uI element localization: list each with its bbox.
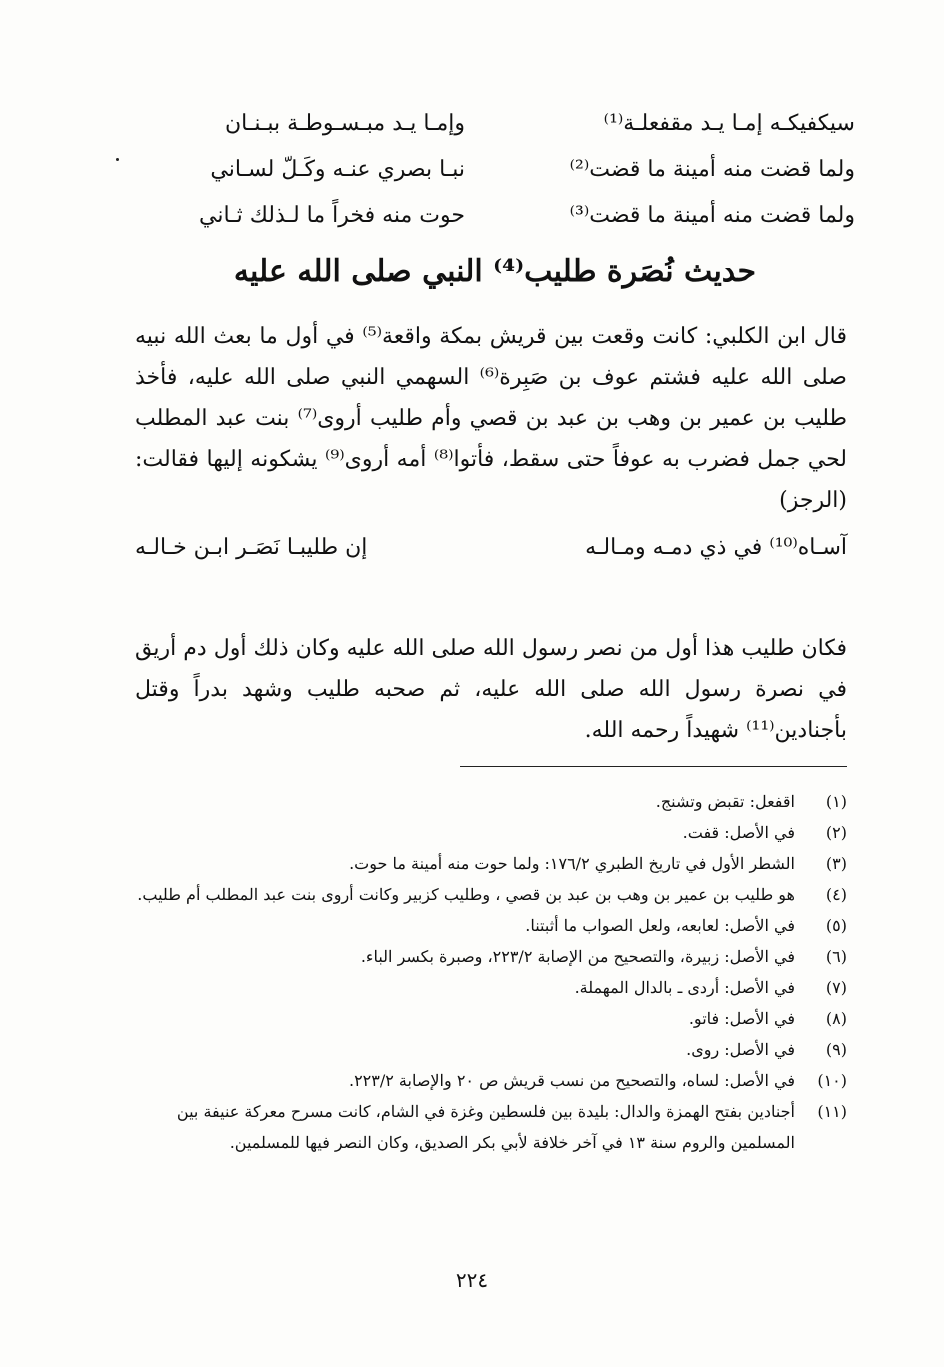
footnote [135,879,847,910]
footnote-number: (٤) [825,885,847,904]
rajaz-verse [135,535,847,560]
footnote [135,817,847,848]
footnote-number: (١٠) [817,1071,847,1090]
stray-mark [116,158,119,161]
footnote-number: (٩) [825,1040,847,1059]
footnote-number: (١) [825,792,847,811]
footnote [135,1003,847,1034]
footnote [135,910,847,941]
footnote-text: الشطر الأول في تاريخ الطبري ١٧٦/٢: ولما حوت منه أمينة ما حوت. [349,854,795,873]
page-number: ٢٢٤ [455,1268,489,1292]
paragraph-narration: قال ابن الكلبي: كانت وقعت بين قريش بمكة واقعة⁽⁵⁾ في أول ما بعث الله نبيه صلى الله عليه فشتم عوف بن صَبِرة⁽⁶⁾ السهمي النبي صلى الله عليه، فأخذ طليب بن عمير بن وهب بن عبد بن قصي وأم طليب أروى⁽⁷⁾ بنت عبد المطلب لحي جمل فضرب به عوفاً حتى سقط، فأتوا⁽⁸⁾ أمه أروى⁽⁹⁾ يشكونه إليها فقالت: (الرجز) [135,324,847,513]
footnote [135,941,847,972]
footnote-text: في الأصل: زبيرة، والتصحيح من الإصابة ٢٢٣/٢، وصبرة بكسر الباء. [360,947,795,966]
footnote-text: في الأصل: قفت. [682,823,795,842]
poem-line [135,192,855,238]
poem-hemistich-second: وإمـا يـد مبـسـوطـة ببـنـان [225,110,465,136]
poem-hemistich-first: ولما قضت منه أمينة ما قضت⁽³⁾ [569,202,855,228]
footnote [135,1034,847,1065]
poem-hemistich-second: حوت منه فخراً ما لـذلك ثـاني [199,202,465,228]
footnote-number: (٨) [825,1009,847,1028]
footnote [135,1096,847,1158]
footnote-separator [460,766,847,767]
rajaz-hemistich-first: إن طليبـا نَصَـر ابـن خـالـه [135,535,368,560]
footnote-text: في الأصل: أردى ـ بالدال المهملة. [574,978,795,997]
footnote [135,972,847,1003]
rajaz-hemistich-second: آسـاه⁽¹⁰⁾ في ذي دمـه ومـالـه [585,535,847,560]
section-title: حديث نُصَرة طليب⁽⁴⁾ النبي صلى الله عليه [233,254,757,289]
paragraph-conclusion: فكان طليب هذا أول من نصر رسول الله صلى الله عليه وكان ذلك أول دم أريق في نصرة رسول الله صلى الله عليه، ثم صحبه طليب وشهد بدراً وقتل بأجنادين⁽¹¹⁾ شهيداً رحمه الله. [135,636,847,743]
footnote-number: (٢) [825,823,847,842]
poem-hemistich-second: نبـا بصري عنـه وكَـلّ لسـاني [210,156,465,182]
footnote-text: في الأصل: فاتو. [688,1009,795,1028]
footnote-text: في الأصل: روى. [686,1040,795,1059]
poem-line [135,100,855,146]
footnote-number: (١١) [817,1102,847,1121]
poem-hemistich-first: ولما قضت منه أمينة ما قضت⁽²⁾ [569,156,855,182]
footnote [135,848,847,879]
footnote-text: هو طليب بن عمير بن وهب بن عبد بن قصي ، وطليب كزبير وكانت أروى بنت عبد المطلب أم طليب. [137,885,795,904]
footnote-number: (٧) [825,978,847,997]
footnote-number: (٦) [825,947,847,966]
poem-hemistich-first: سيكفيكـه إمـا يـد مقفعلـة⁽¹⁾ [603,110,855,136]
footnote-text: اقفعل: تقبض وتشنج. [655,792,795,811]
footnotes [135,786,847,1158]
footnote-number: (٣) [825,854,847,873]
poem-block [135,100,855,238]
footnote [135,1065,847,1096]
footnote-text: في الأصل: لساه، والتصحيح من نسب قريش ص ٢٠ والإصابة ٢٢٣/٢. [348,1071,795,1090]
poem-line [135,146,855,192]
footnote [135,786,847,817]
footnote-text: أجنادين بفتح الهمزة والدال: بليدة بين فلسطين وغزة في الشام، كانت مسرح معركة عنيفة بين المسلمين والروم سنة ١٣ في آخر خلافة لأبي بكر الصديق، وكان النصر فيها للمسلمين. [176,1102,795,1152]
footnote-number: (٥) [825,916,847,935]
footnote-text: في الأصل: لعابعه، ولعل الصواب ما أثبتنا. [525,916,795,935]
